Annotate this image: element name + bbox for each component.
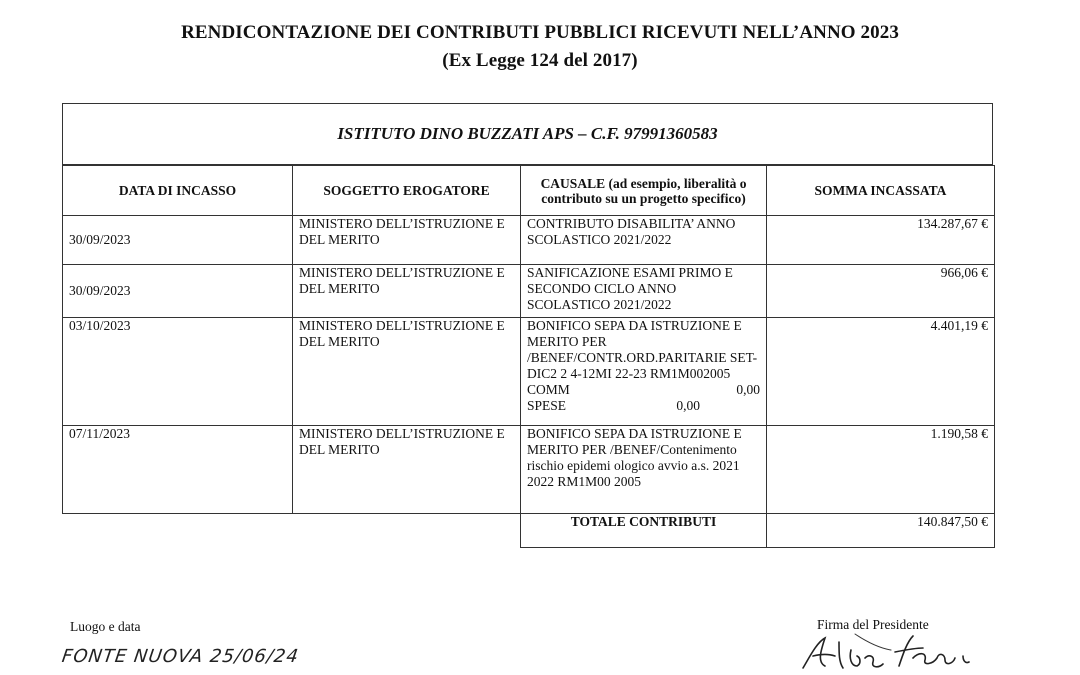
causale-spese-label: SPESE: [527, 398, 567, 413]
table-row: [63, 318, 995, 426]
total-label: TOTALE CONTRIBUTI: [521, 514, 767, 548]
contributions-table: [62, 165, 995, 548]
cell-amount: 966,06 €: [767, 265, 995, 318]
cell-provider: MINISTERO DELL’ISTRUZIONE E DEL MERITO: [293, 216, 521, 265]
cell-causale: CONTRIBUTO DISABILITA’ ANNO SCOLASTICO 2021/2022: [521, 216, 767, 265]
cell-date: 07/11/2023: [63, 426, 293, 514]
table-row: [63, 265, 995, 318]
causale-comm-value: 0,00: [736, 382, 760, 397]
place-date-handwritten: FONTE NUOVA 25/06/24: [60, 646, 301, 667]
place-date-label: Luogo e data: [70, 619, 141, 634]
cell-provider: MINISTERO DELL’ISTRUZIONE E DEL MERITO: [293, 265, 521, 318]
causale-spese-value: 0,00: [676, 398, 700, 413]
cell-amount: 1.190,58 €: [767, 426, 995, 514]
cell-causale: [521, 318, 767, 426]
table-row: [63, 426, 995, 514]
cell-provider: MINISTERO DELL’ISTRUZIONE E DEL MERITO: [293, 318, 521, 426]
cell-amount: 4.401,19 €: [767, 318, 995, 426]
cell-provider: MINISTERO DELL’ISTRUZIONE E DEL MERITO: [293, 426, 521, 514]
cell-date: 30/09/2023: [63, 216, 293, 265]
cell-causale: BONIFICO SEPA DA ISTRUZIONE E MERITO PER /BENEF/Contenimento rischio epidemi ologico avvio a.s. 2021 2022 RM1M00 2005: [521, 426, 767, 514]
total-amount: 140.847,50 €: [767, 514, 995, 548]
organization-name: ISTITUTO DINO BUZZATI APS – C.F. 97991360583: [337, 124, 718, 143]
document-title: RENDICONTAZIONE DEI CONTRIBUTI PUBBLICI RICEVUTI NELL’ANNO 2023: [181, 22, 899, 43]
cell-causale: SANIFICAZIONE ESAMI PRIMO E SECONDO CICLO ANNO SCOLASTICO 2021/2022: [521, 265, 767, 318]
table-row: [63, 216, 995, 265]
column-header-causale: CAUSALE (ad esempio, liberalità o contributo su un progetto specifico): [521, 166, 767, 216]
cell-amount: 134.287,67 €: [767, 216, 995, 265]
column-header-provider: SOGGETTO EROGATORE: [293, 166, 521, 216]
cell-date: 03/10/2023: [63, 318, 293, 426]
total-row: [63, 514, 995, 548]
document-subtitle: (Ex Legge 124 del 2017): [442, 50, 638, 71]
column-header-amount: SOMMA INCASSATA: [767, 166, 995, 216]
table-header-row: [63, 166, 995, 216]
cell-date: 30/09/2023: [63, 265, 293, 318]
president-signature: [795, 628, 985, 674]
causale-text: BONIFICO SEPA DA ISTRUZIONE E MERITO PER /BENEF/CONTR.ORD.PARITARIE SET-DIC2 2 4-12MI 22-23 RM1M002005 COMM: [527, 318, 758, 397]
causale-spese-line: [527, 398, 760, 414]
signature-label: Firma del Presidente: [817, 617, 929, 632]
column-header-date: DATA DI INCASSO: [63, 166, 293, 216]
